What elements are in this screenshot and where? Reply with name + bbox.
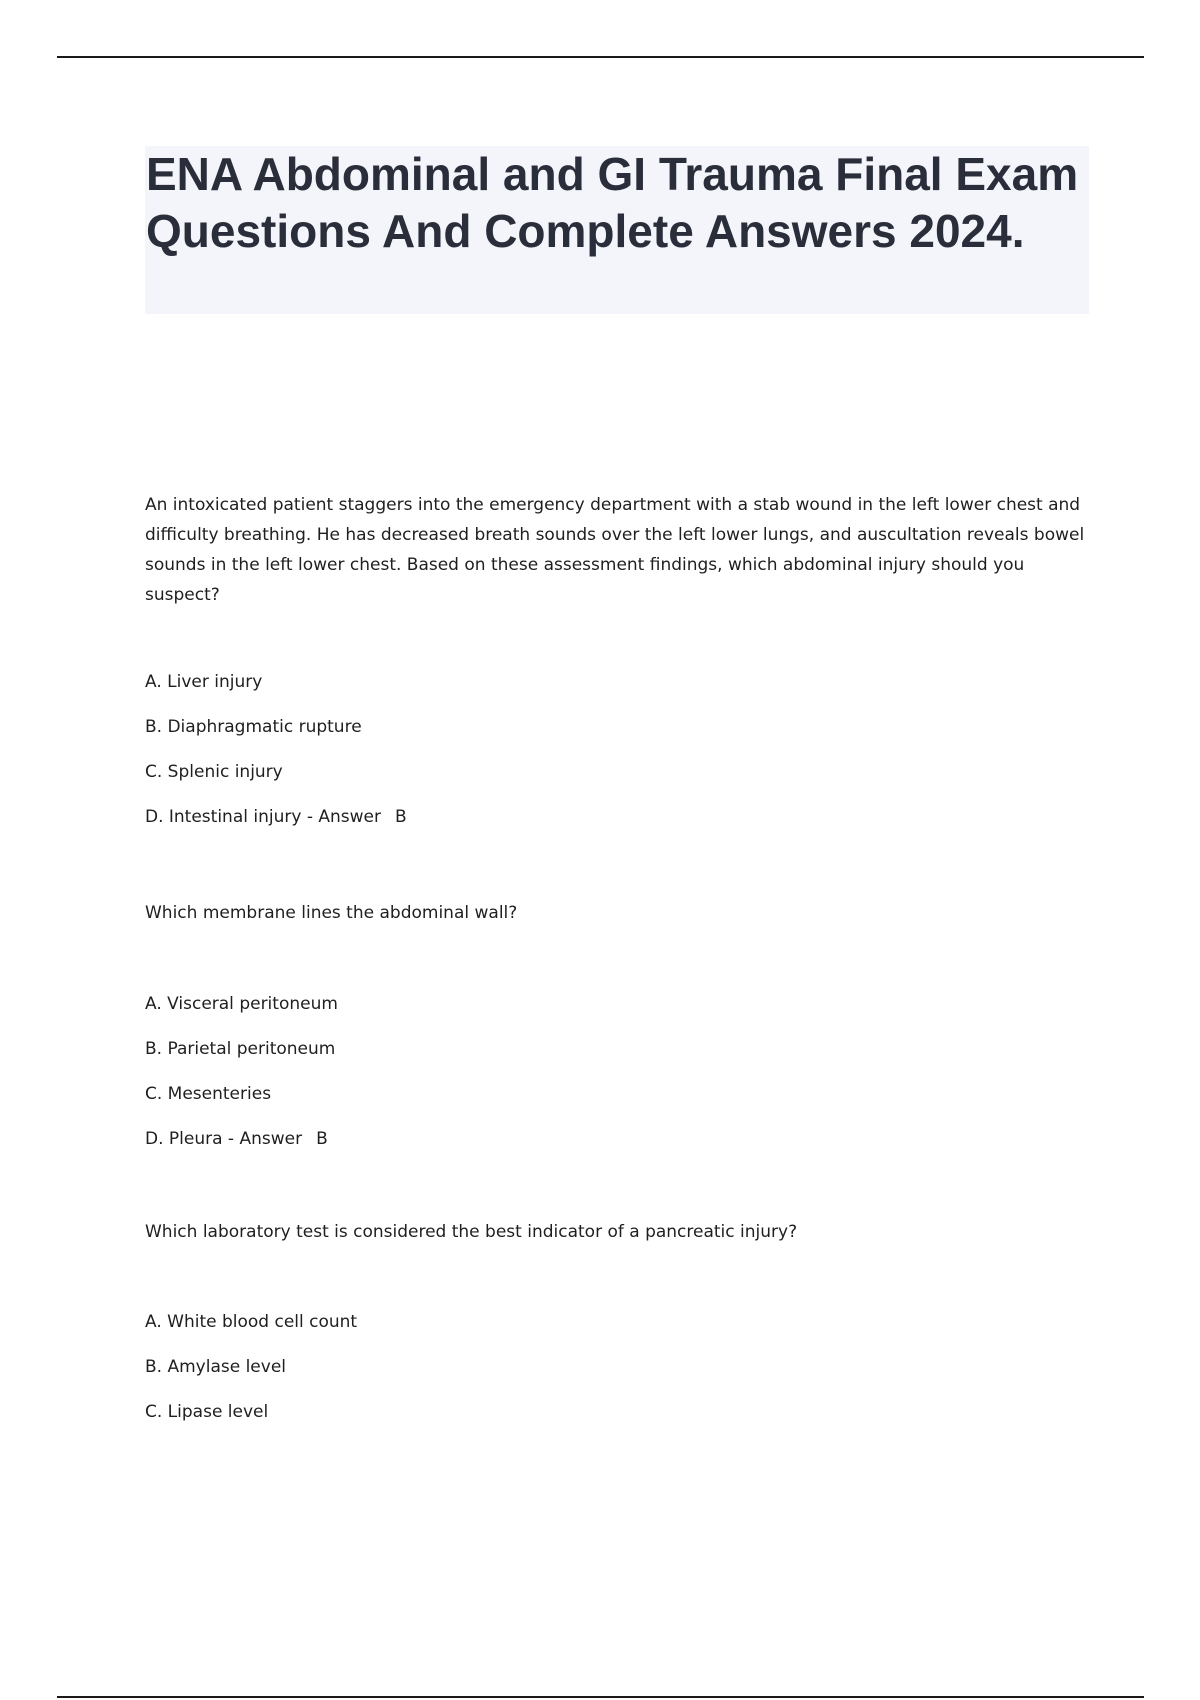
- question-3-option-c: C. Lipase level: [145, 1402, 269, 1422]
- question-1-option-d: [145, 802, 1095, 832]
- question-1: [145, 490, 1095, 847]
- question-1-option-b: B. Diaphragmatic rupture: [145, 717, 362, 737]
- question-2-answer: B: [316, 1129, 328, 1149]
- question-3-option-a: A. White blood cell count: [145, 1312, 358, 1332]
- question-1-options: [145, 667, 1095, 832]
- question-1-answer: B: [394, 807, 407, 827]
- question-1-option-d-text: D. Intestinal injury - Answer: [145, 807, 381, 827]
- question-2-option-b: B. Parietal peritoneum: [145, 1039, 336, 1059]
- question-2-options: [145, 989, 1095, 1154]
- question-3-text: Which laboratory test is considered the best indicator of a pancreatic injury?: [145, 1222, 798, 1242]
- question-1-text: An intoxicated patient staggers into the emergency department with a stab wound in the left lower chest and difficulty breathing. He has decreased breath sounds over the left lower lungs, and auscultation reveals bowel sounds in the left lower chest. Based on these assessment findings, which abdominal injury should you suspect?: [145, 495, 1085, 605]
- bottom-divider: [57, 1696, 1144, 1698]
- question-2: [145, 898, 1095, 1169]
- question-2-option-d: [145, 1124, 1095, 1154]
- question-2-text: Which membrane lines the abdominal wall?: [145, 903, 518, 923]
- question-1-option-c: C. Splenic injury: [145, 762, 283, 782]
- question-1-option-a: A. Liver injury: [145, 672, 263, 692]
- question-2-option-d-text: D. Pleura - Answer: [145, 1129, 303, 1149]
- question-2-option-a: A. Visceral peritoneum: [145, 994, 338, 1014]
- question-3: [145, 1217, 1095, 1442]
- page-title: ENA Abdominal and GI Trauma Final Exam Questions And Complete Answers 2024.: [146, 148, 1079, 257]
- top-divider: [57, 56, 1144, 58]
- question-2-option-c: C. Mesenteries: [145, 1084, 272, 1104]
- title-block: [145, 146, 1089, 314]
- question-3-option-b: B. Amylase level: [145, 1357, 287, 1377]
- question-3-options: [145, 1307, 1095, 1427]
